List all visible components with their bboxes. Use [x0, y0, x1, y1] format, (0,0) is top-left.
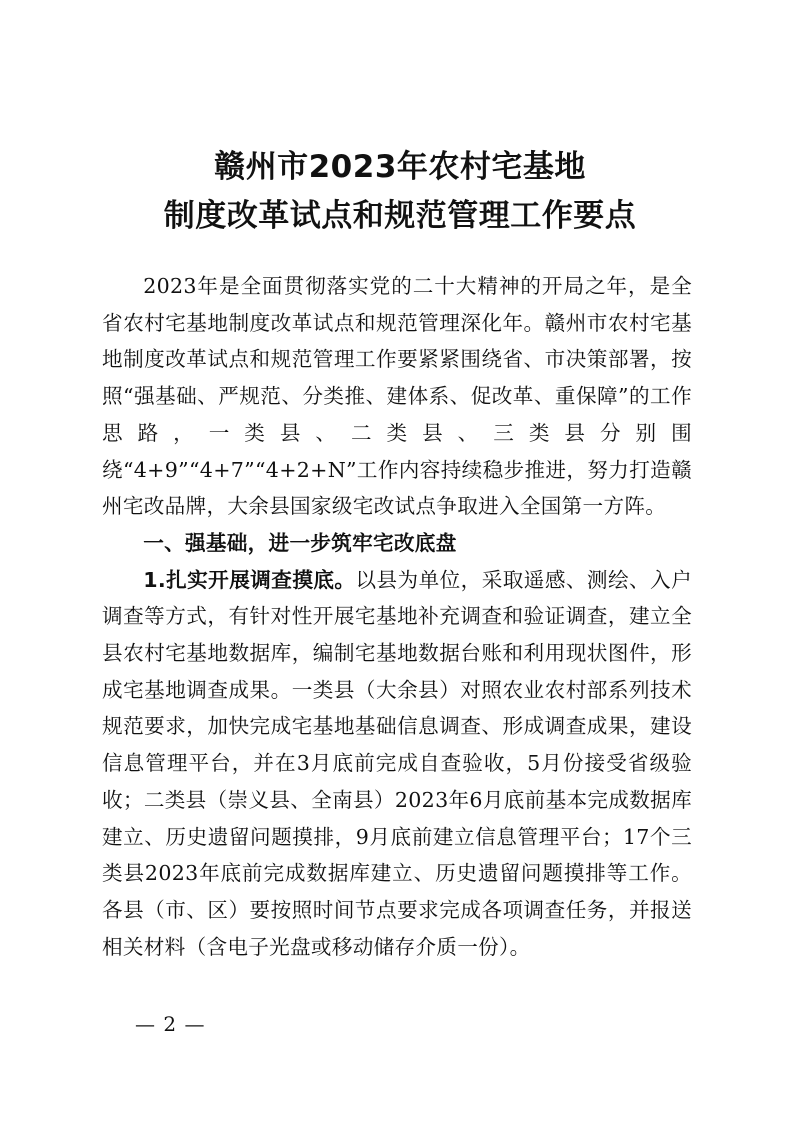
document-body: [102, 268, 692, 965]
intro-paragraph: 2023年是全面贯彻落实党的二十大精神的开局之年，是全省农村宅基地制度改革试点和规范管理深化年。赣州市农村宅基地制度改革试点和规范管理工作要紧紧围绕省、市决策部署，按照“强基础、严规范、分类推、建体系、促改革、重保障”的工作思路，一类县、二类县、三类县分别围绕“4+9”“4+7”“4+2+N”工作内容持续稳步推进，努力打造赣州宅改品牌，大余县国家级宅改试点争取进入全国第一方阵。: [102, 274, 692, 519]
document-title-line-2: 制度改革试点和规范管理工作要点: [163, 198, 637, 234]
item-1-title: 1.扎实开展调查摸底。: [143, 567, 356, 592]
item-paragraph-1: [102, 562, 692, 966]
item-1-body: 以县为单位，采取遥感、测绘、入户调查等方式，有针对性开展宅基地补充调查和验证调查，建立全县农村宅基地数据库，编制宅基地数据台账和利用现状图件，形成宅基地调查成果。一类县（大余县）对照农业农村部系列技术规范要求，加快完成宅基地基础信息调查、形成调查成果，建设信息管理平台，并在3月底前完成自查验收，5月份接受省级验收；二类县（崇义县、全南县）2023年6月底前基本完成数据库建立、历史遗留问题摸排，9月底前建立信息管理平台；17个三类县2023年底前完成数据库建立、历史遗留问题摸排等工作。各县（市、区）要按照时间节点要求完成各项调查任务，并报送相关材料（含电子光盘或移动储存介质一份）。: [102, 567, 692, 959]
section-heading-1: 一、强基础，进一步筑牢宅改底盘: [143, 530, 457, 555]
document-title-line-1: 赣州市2023年农村宅基地: [214, 149, 586, 185]
page-number: — 2 —: [135, 1012, 206, 1036]
